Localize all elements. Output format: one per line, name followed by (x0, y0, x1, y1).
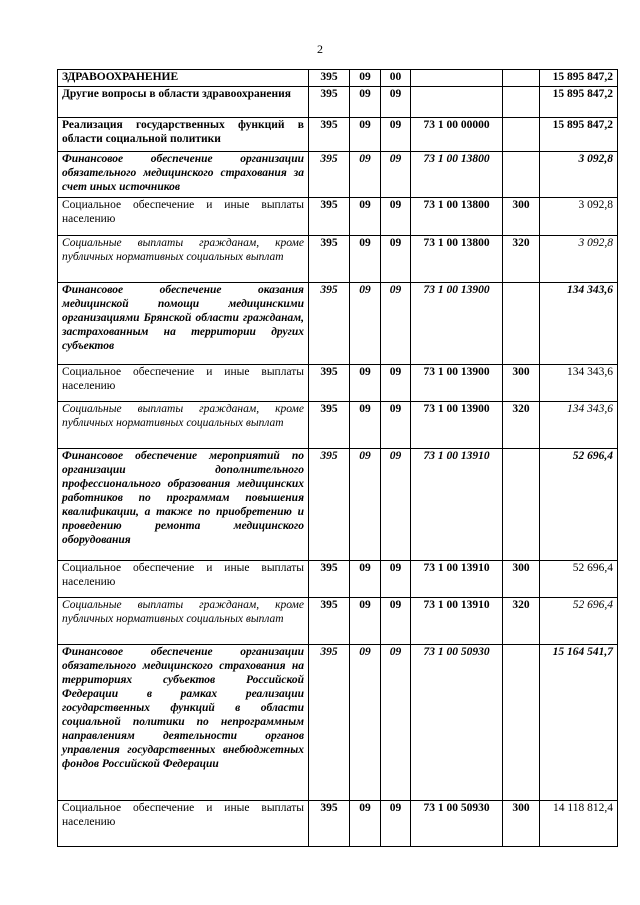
pr-code: 09 (381, 118, 411, 152)
ved-code: 395 (309, 402, 350, 449)
csr-code: 73 1 00 13800 (411, 236, 503, 283)
expense-name: Финансовое обеспечение организации обязательного медицинского страхования на территориях субъектов Российской Федерации в рамках реализации государственных функций в области социальной политики по непрограммным направлениям деятельности органов управления государственных внебюджетных фондов Российской Федерации (58, 645, 309, 801)
ved-code: 395 (309, 70, 350, 87)
amount: 3 092,8 (540, 236, 618, 283)
vr-code (503, 152, 540, 198)
csr-code: 73 1 00 13800 (411, 152, 503, 198)
csr-code (411, 70, 503, 87)
vr-code (503, 645, 540, 801)
expense-name: ЗДРАВООХРАНЕНИЕ (58, 70, 309, 87)
amount: 15 895 847,2 (540, 118, 618, 152)
rz-code: 09 (350, 87, 381, 118)
vr-code: 320 (503, 598, 540, 645)
pr-code: 09 (381, 561, 411, 598)
expense-name: Финансовое обеспечение организации обязательного медицинского страхования за счет иных источников (58, 152, 309, 198)
amount: 3 092,8 (540, 152, 618, 198)
table-row (58, 402, 618, 449)
pr-code: 09 (381, 198, 411, 236)
table-row (58, 645, 618, 801)
vr-code (503, 70, 540, 87)
pr-code: 09 (381, 152, 411, 198)
amount: 52 696,4 (540, 598, 618, 645)
table-row (58, 152, 618, 198)
csr-code: 73 1 00 13910 (411, 598, 503, 645)
vr-code: 320 (503, 402, 540, 449)
table-row (58, 70, 618, 87)
table-row (58, 118, 618, 152)
rz-code: 09 (350, 283, 381, 365)
table-row (58, 561, 618, 598)
table-row (58, 198, 618, 236)
rz-code: 09 (350, 449, 381, 561)
vr-code: 300 (503, 198, 540, 236)
csr-code: 73 1 00 13900 (411, 365, 503, 402)
table-row (58, 598, 618, 645)
expense-name: Социальные выплаты гражданам, кроме публичных нормативных социальных выплат (58, 236, 309, 283)
expense-name: Социальное обеспечение и иные выплаты населению (58, 561, 309, 598)
ved-code: 395 (309, 152, 350, 198)
vr-code (503, 283, 540, 365)
amount: 3 092,8 (540, 198, 618, 236)
vr-code: 320 (503, 236, 540, 283)
amount: 15 895 847,2 (540, 70, 618, 87)
amount: 52 696,4 (540, 449, 618, 561)
csr-code: 73 1 00 13900 (411, 283, 503, 365)
table-row (58, 365, 618, 402)
rz-code: 09 (350, 801, 381, 847)
table-row (58, 283, 618, 365)
page-number: 2 (317, 42, 323, 56)
amount: 15 895 847,2 (540, 87, 618, 118)
vr-code: 300 (503, 365, 540, 402)
pr-code: 09 (381, 402, 411, 449)
csr-code: 73 1 00 13800 (411, 198, 503, 236)
pr-code: 09 (381, 87, 411, 118)
csr-code: 73 1 00 50930 (411, 645, 503, 801)
pr-code: 09 (381, 283, 411, 365)
vr-code (503, 87, 540, 118)
expense-name: Социальное обеспечение и иные выплаты населению (58, 198, 309, 236)
pr-code: 00 (381, 70, 411, 87)
rz-code: 09 (350, 598, 381, 645)
vr-code (503, 449, 540, 561)
expense-name: Финансовое обеспечение оказания медицинской помощи медицинскими организациями Брянской области гражданам, застрахованным на территории других субъектов (58, 283, 309, 365)
rz-code: 09 (350, 70, 381, 87)
expense-name: Реализация государственных функций в области социальной политики (58, 118, 309, 152)
csr-code: 73 1 00 13910 (411, 449, 503, 561)
ved-code: 395 (309, 449, 350, 561)
expense-name: Финансовое обеспечение мероприятий по организации дополнительного профессионального образования медицинских работников по программам повышения квалификации, а также по приобретению и проведению ремонта медицинского оборудования (58, 449, 309, 561)
pr-code: 09 (381, 236, 411, 283)
vr-code (503, 118, 540, 152)
amount: 15 164 541,7 (540, 645, 618, 801)
ved-code: 395 (309, 598, 350, 645)
csr-code: 73 1 00 00000 (411, 118, 503, 152)
pr-code: 09 (381, 801, 411, 847)
ved-code: 395 (309, 236, 350, 283)
rz-code: 09 (350, 118, 381, 152)
pr-code: 09 (381, 449, 411, 561)
budget-table (57, 69, 618, 847)
rz-code: 09 (350, 402, 381, 449)
rz-code: 09 (350, 561, 381, 598)
expense-name: Социальное обеспечение и иные выплаты населению (58, 801, 309, 847)
rz-code: 09 (350, 152, 381, 198)
table-row (58, 801, 618, 847)
ved-code: 395 (309, 118, 350, 152)
rz-code: 09 (350, 645, 381, 801)
pr-code: 09 (381, 598, 411, 645)
ved-code: 395 (309, 801, 350, 847)
vr-code: 300 (503, 561, 540, 598)
amount: 134 343,6 (540, 365, 618, 402)
table-row (58, 449, 618, 561)
ved-code: 395 (309, 365, 350, 402)
vr-code: 300 (503, 801, 540, 847)
pr-code: 09 (381, 645, 411, 801)
amount: 14 118 812,4 (540, 801, 618, 847)
expense-name: Социальные выплаты гражданам, кроме публичных нормативных социальных выплат (58, 598, 309, 645)
table-row (58, 236, 618, 283)
expense-name: Другие вопросы в области здравоохранения (58, 87, 309, 118)
amount: 52 696,4 (540, 561, 618, 598)
rz-code: 09 (350, 236, 381, 283)
table-row (58, 87, 618, 118)
rz-code: 09 (350, 365, 381, 402)
amount: 134 343,6 (540, 283, 618, 365)
ved-code: 395 (309, 283, 350, 365)
ved-code: 395 (309, 561, 350, 598)
pr-code: 09 (381, 365, 411, 402)
csr-code: 73 1 00 50930 (411, 801, 503, 847)
csr-code: 73 1 00 13910 (411, 561, 503, 598)
csr-code: 73 1 00 13900 (411, 402, 503, 449)
csr-code (411, 87, 503, 118)
expense-name: Социальные выплаты гражданам, кроме публичных нормативных социальных выплат (58, 402, 309, 449)
ved-code: 395 (309, 645, 350, 801)
ved-code: 395 (309, 198, 350, 236)
amount: 134 343,6 (540, 402, 618, 449)
rz-code: 09 (350, 198, 381, 236)
ved-code: 395 (309, 87, 350, 118)
expense-name: Социальное обеспечение и иные выплаты населению (58, 365, 309, 402)
